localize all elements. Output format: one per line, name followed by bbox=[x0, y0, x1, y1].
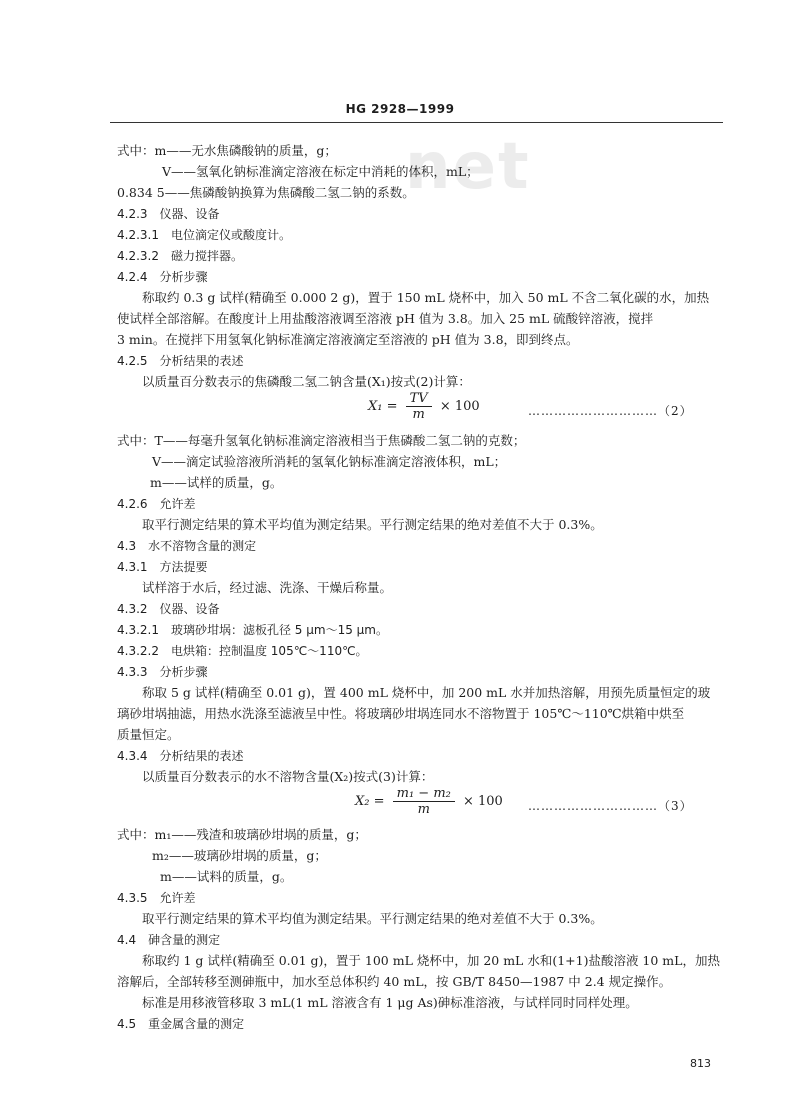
paragraph-line: 取平行测定结果的算术平均值为测定结果。平行测定结果的绝对差值不大于 0.3%。 bbox=[142, 911, 603, 926]
document-code: HG 2928—1999 bbox=[345, 102, 455, 116]
where-line: 式中：m₁——残渣和玻璃砂坩埚的质量，g； bbox=[117, 827, 367, 842]
header-rule bbox=[110, 122, 723, 123]
watermark: net bbox=[405, 130, 531, 204]
formula-fraction bbox=[406, 391, 432, 422]
paragraph-line: 3 min。在搅拌下用氢氧化钠标准滴定溶液滴定至溶液的 pH 值为 3.8，即到终点。 bbox=[117, 332, 579, 347]
formula-fraction bbox=[393, 786, 455, 817]
section-heading: 4.5 重金属含量的测定 bbox=[117, 1017, 245, 1031]
formula-rhs: × 100 bbox=[435, 399, 480, 414]
formula-denominator: m bbox=[412, 407, 425, 422]
section-heading: 4.2.4 分析步骤 bbox=[117, 270, 208, 284]
paragraph-line: 璃砂坩埚抽滤，用热水洗涤至滤液呈中性。将玻璃砂坩埚连同水不溶物置于 105℃～110℃烘箱中烘至 bbox=[117, 706, 685, 721]
paragraph-line: 标准是用移液管移取 3 mL(1 mL 溶液含有 1 μg As)砷标准溶液，与试样同时同样处理。 bbox=[142, 995, 638, 1010]
where-line: 式中：m——无水焦磷酸钠的质量，g； bbox=[117, 143, 337, 158]
section-heading: 4.3.4 分析结果的表述 bbox=[117, 749, 244, 763]
formula-lhs: X₁ = bbox=[368, 399, 402, 414]
paragraph-line: 以质量百分数表示的焦磷酸二氢二钠含量(X₁)按式(2)计算： bbox=[142, 374, 471, 389]
paragraph-line: 称取 5 g 试样(精确至 0.01 g)，置 400 mL 烧杯中，加 200 mL 水并加热溶解，用预先质量恒定的玻 bbox=[142, 685, 711, 700]
section-heading: 4.3.5 允许差 bbox=[117, 891, 196, 905]
paragraph-line: 试样溶于水后，经过滤、洗涤、干燥后称量。 bbox=[142, 580, 393, 595]
formula-denominator: m bbox=[417, 802, 430, 817]
equation-number: …………………………（3） bbox=[528, 799, 693, 813]
where-line: 0.834 5——焦磷酸钠换算为焦磷酸二氢二钠的系数。 bbox=[117, 185, 415, 200]
section-heading: 4.3 水不溶物含量的测定 bbox=[117, 539, 257, 553]
where-line: V——滴定试验溶液所消耗的氢氧化钠标准滴定溶液体积，mL； bbox=[152, 454, 507, 469]
paragraph-line: 称取约 0.3 g 试样(精确至 0.000 2 g)，置于 150 mL 烧杯中，加入 50 mL 不含二氧化碳的水，加热 bbox=[142, 290, 710, 305]
formula-numerator: m₁ − m₂ bbox=[393, 786, 455, 802]
paragraph-line: 溶解后，全部转移至测砷瓶中，加水至总体积约 40 mL，按 GB/T 8450—1987 中 2.4 规定操作。 bbox=[117, 974, 672, 989]
section-heading: 4.3.3 分析步骤 bbox=[117, 665, 208, 679]
where-line: V——氢氧化钠标准滴定溶液在标定中消耗的体积，mL； bbox=[162, 164, 479, 179]
formula-3 bbox=[355, 786, 503, 817]
section-heading: 4.3.2 仪器、设备 bbox=[117, 602, 220, 616]
paragraph-line: 质量恒定。 bbox=[117, 727, 180, 742]
section-heading: 4.2.3.2 磁力搅拌器。 bbox=[117, 249, 243, 263]
section-heading: 4.2.6 允许差 bbox=[117, 497, 196, 511]
section-heading: 4.3.2.2 电烘箱：控制温度 105℃～110℃。 bbox=[117, 644, 368, 658]
page-number: 813 bbox=[690, 1057, 711, 1070]
formula-lhs: X₂ = bbox=[355, 794, 389, 809]
paragraph-line: 取平行测定结果的算术平均值为测定结果。平行测定结果的绝对差值不大于 0.3%。 bbox=[142, 517, 603, 532]
equation-number: …………………………（2） bbox=[528, 404, 693, 418]
section-heading: 4.4 砷含量的测定 bbox=[117, 933, 221, 947]
paragraph-line: 称取约 1 g 试样(精确至 0.01 g)，置于 100 mL 烧杯中，加 20 mL 水和(1+1)盐酸溶液 10 mL，加热 bbox=[142, 953, 720, 968]
section-heading: 4.3.2.1 玻璃砂坩埚：滤板孔径 5 μm～15 μm。 bbox=[117, 623, 388, 637]
section-heading: 4.2.3 仪器、设备 bbox=[117, 207, 220, 221]
where-line: 式中：T——每毫升氢氧化钠标准滴定溶液相当于焦磷酸二氢二钠的克数； bbox=[117, 433, 526, 448]
formula-rhs: × 100 bbox=[458, 794, 503, 809]
where-line: m——试样的质量，g。 bbox=[150, 475, 283, 490]
formula-2 bbox=[368, 391, 480, 422]
section-heading: 4.2.3.1 电位滴定仪或酸度计。 bbox=[117, 228, 291, 242]
where-line: m——试料的质量，g。 bbox=[160, 869, 293, 884]
where-line: m₂——玻璃砂坩埚的质量，g； bbox=[152, 848, 327, 863]
section-heading: 4.2.5 分析结果的表述 bbox=[117, 354, 244, 368]
paragraph-line: 以质量百分数表示的水不溶物含量(X₂)按式(3)计算： bbox=[142, 769, 434, 784]
formula-numerator: TV bbox=[406, 391, 432, 407]
section-heading: 4.3.1 方法提要 bbox=[117, 560, 208, 574]
paragraph-line: 使试样全部溶解。在酸度计上用盐酸溶液调至溶液 pH 值为 3.8。加入 25 mL 硫酸锌溶液，搅拌 bbox=[117, 311, 654, 326]
